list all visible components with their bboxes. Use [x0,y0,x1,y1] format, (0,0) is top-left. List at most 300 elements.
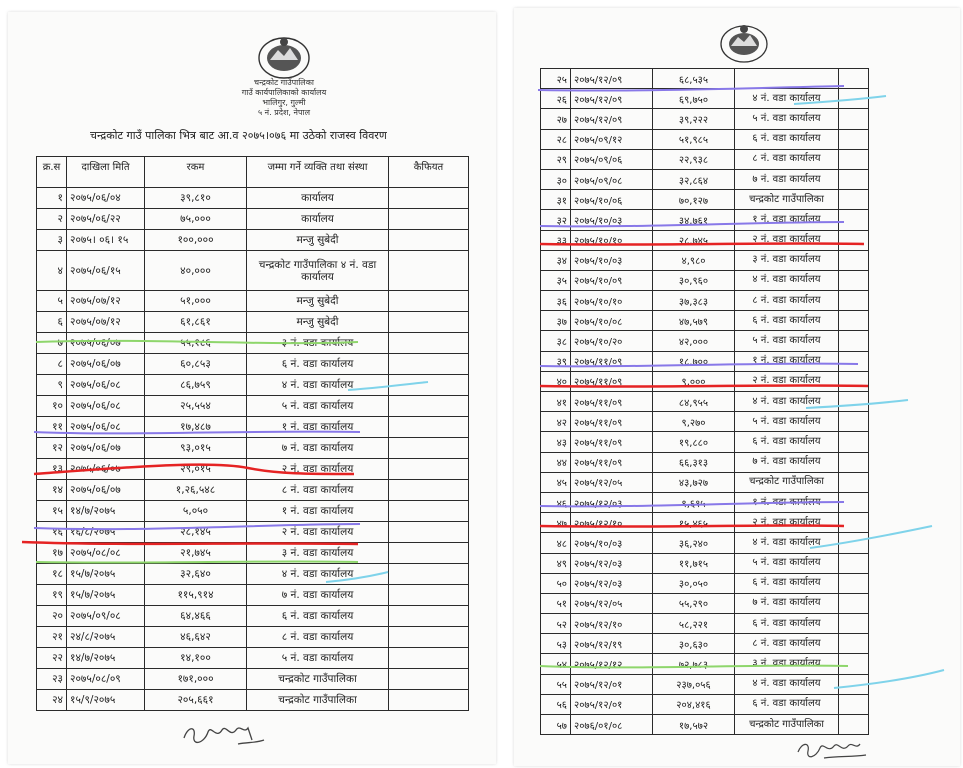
remarks-cell [839,351,869,371]
document-title: चन्द्रकोट गाउँ पालिका भित्र बाट आ.व २०७५।०७६ मा उठेको राजस्व विवरण [90,129,387,142]
depositor-cell: ८ नं. वडा कार्यालय [247,627,389,648]
serial-cell: ४६ [541,492,571,512]
serial-cell: २५ [541,69,571,89]
depositor-cell: चन्द्रकोट गाउँपालिका [735,472,839,492]
table-row [541,472,869,492]
amount-cell: ६६,३१३ [653,452,735,472]
revenue-rows-left [37,188,469,711]
depositor-cell: ७ नं. वडा कार्यालय [735,593,839,613]
remarks-cell [839,190,869,210]
amount-cell: १८,७०० [653,351,735,371]
table-row [541,169,869,189]
depositor-cell: ३ नं. वडा कार्यालय [247,333,389,354]
amount-cell: २०५,६६१ [145,690,247,711]
date-cell: २०७५/१२/०९ [571,69,653,89]
serial-cell: ५६ [541,694,571,714]
amount-cell: ४७,५७९ [653,311,735,331]
date-cell: १५/९/२०७५ [67,690,145,711]
depositor-cell: ३ नं. वडा कार्यालय [735,654,839,674]
serial-cell: २ [37,209,67,230]
remarks-cell [839,169,869,189]
remarks-cell [839,452,869,472]
date-cell: २०७५/११/०९ [571,392,653,412]
amount-cell: १५,४६५ [653,513,735,533]
serial-cell: ३१ [541,190,571,210]
serial-cell: ८ [37,354,67,375]
remarks-cell [389,690,469,711]
revenue-table-left [36,156,469,711]
amount-cell: ८४,९५५ [653,392,735,412]
depositor-cell: ५ नं. वडा कार्यालय [247,648,389,669]
remarks-cell [389,333,469,354]
remarks-cell [839,109,869,129]
serial-cell: ५४ [541,654,571,674]
amount-cell: ६८,५३५ [653,69,735,89]
date-cell: २०७५/०९/०८ [67,606,145,627]
remarks-cell [839,472,869,492]
amount-cell: ५५,१८६ [145,333,247,354]
date-cell: २०७५/१०/१० [571,291,653,311]
table-row [37,417,469,438]
remarks-cell [839,593,869,613]
amount-cell: ४६,६४२ [145,627,247,648]
serial-cell: ३५ [541,270,571,290]
serial-cell: ५ [37,291,67,312]
table-row [37,585,469,606]
date-cell: २०७५/०९/०६ [571,149,653,169]
serial-cell: ४३ [541,432,571,452]
serial-cell: १२ [37,438,67,459]
amount-cell: ५१,००० [145,291,247,312]
remarks-cell [389,648,469,669]
left-document-page [8,12,496,764]
table-row [541,210,869,230]
remarks-cell [839,371,869,391]
remarks-cell [389,417,469,438]
remarks-cell [839,492,869,512]
depositor-cell: ३ नं. वडा कार्यालय [247,543,389,564]
amount-cell: ६१,८६१ [145,312,247,333]
table-row [541,573,869,593]
table-row [37,480,469,501]
table-row [541,69,869,89]
depositor-cell: चन्द्रकोट गाउँपालिका [735,190,839,210]
serial-cell: ३९ [541,351,571,371]
date-cell: २०७५/०९/०८ [571,169,653,189]
remarks-cell [839,230,869,250]
serial-cell: १७ [37,543,67,564]
date-cell: १४/७/२०७५ [67,501,145,522]
table-row [541,351,869,371]
remarks-cell [839,331,869,351]
serial-cell: २६ [541,89,571,109]
seal-line: ५ नं. प्रदेश, नेपाल [257,108,311,117]
table-row [37,188,469,209]
serial-cell: १५ [37,501,67,522]
depositor-cell: मन्जु सुबेदी [247,230,389,251]
depositor-cell: ४ नं. वडा कार्यालय [735,533,839,553]
date-cell: २०७५/१०/०३ [571,250,653,270]
signature-icon [178,716,268,752]
amount-cell: ३६,२४० [653,533,735,553]
amount-cell: ६४,४६६ [145,606,247,627]
table-row [541,513,869,533]
depositor-cell: ८ नं. वडा कार्यालय [735,149,839,169]
depositor-cell: १ नं. वडा कार्यालय [735,210,839,230]
remarks-cell [389,188,469,209]
date-cell: २०७५/०७/१२ [67,291,145,312]
remarks-cell [839,432,869,452]
amount-cell: ४,९८० [653,250,735,270]
amount-cell: २१,७४५ [145,543,247,564]
date-cell: २०७५/१२/१० [571,614,653,634]
revenue-rows-right [541,69,869,735]
amount-cell: १,२६,५४८ [145,480,247,501]
remarks-cell [389,606,469,627]
serial-cell: ९ [37,375,67,396]
remarks-cell [839,533,869,553]
depositor-cell: मन्जु सुबेदी [247,291,389,312]
serial-cell: ७ [37,333,67,354]
date-cell: २०७५/१०/१० [571,230,653,250]
table-row [541,452,869,472]
amount-cell: ३९,८१० [145,188,247,209]
remarks-cell [839,553,869,573]
remarks-cell [839,412,869,432]
date-cell: २०७५/१०/०८ [571,311,653,331]
amount-cell: २८,७४५ [653,230,735,250]
serial-cell: २९ [541,149,571,169]
date-cell: २०७५/१२/०९ [571,109,653,129]
depositor-cell: ८ नं. वडा कार्यालय [735,634,839,654]
date-cell: २०७५/१०/२० [571,331,653,351]
date-cell: २०७५/०६/०७ [67,333,145,354]
amount-cell: ११५,९१४ [145,585,247,606]
table-row [541,634,869,654]
date-cell: २०७५/१२/१९ [571,634,653,654]
seal-line: चन्द्रकोट गाउँपालिका [254,78,314,87]
remarks-cell [839,513,869,533]
depositor-cell: ४ नं. वडा कार्यालय [735,89,839,109]
depositor-cell: मन्जु सुबेदी [247,312,389,333]
depositor-cell: ४ नं. वडा कार्यालय [735,392,839,412]
depositor-cell: ७ नं. वडा कार्यालय [247,585,389,606]
table-row [37,543,469,564]
amount-cell: २५,५५४ [145,396,247,417]
depositor-cell: ५ नं. वडा कार्यालय [247,396,389,417]
table-row [541,593,869,613]
amount-cell: ३०,९६० [653,270,735,290]
date-cell: २४/८/२०७५ [67,627,145,648]
remarks-cell [389,251,469,291]
serial-cell: ४८ [541,533,571,553]
amount-cell: १७,४८७ [145,417,247,438]
serial-cell: ४४ [541,452,571,472]
date-cell: २०७५/०७/१२ [67,312,145,333]
table-row [37,312,469,333]
remarks-cell [389,230,469,251]
header-amount: रकम [145,157,247,188]
amount-cell: ६९,७५० [653,89,735,109]
serial-cell: ४ [37,251,67,291]
remarks-cell [839,614,869,634]
remarks-cell [839,715,869,735]
amount-cell: ५१,९८५ [653,129,735,149]
header-serial: क्र.स [37,157,67,188]
depositor-cell: १ नं. वडा कार्यालय [247,501,389,522]
depositor-cell: १ नं. वडा कार्यालय [735,492,839,512]
serial-cell: ५५ [541,674,571,694]
remarks-cell [389,669,469,690]
table-row [541,432,869,452]
date-cell: १६/८/२०७५ [67,522,145,543]
depositor-cell: ७ नं. वडा कार्यालय [735,452,839,472]
date-cell: २०७५/०६/२२ [67,209,145,230]
table-row [37,333,469,354]
serial-cell: ३७ [541,311,571,331]
header-date: दाखिला मिति [67,157,145,188]
date-cell: १५/७/२०७५ [67,564,145,585]
date-cell: २०७५/१२/१२ [571,654,653,674]
serial-cell: २३ [37,669,67,690]
serial-cell: ३ [37,230,67,251]
remarks-cell [389,438,469,459]
remarks-cell [839,634,869,654]
amount-cell: ८६,७५९ [145,375,247,396]
remarks-cell [389,501,469,522]
date-cell: २०७५/१०/०६ [571,190,653,210]
depositor-cell: ६ नं. वडा कार्यालय [247,606,389,627]
table-row [541,89,869,109]
serial-cell: ४० [541,371,571,391]
date-cell: १५/७/२०७५ [67,585,145,606]
remarks-cell [839,392,869,412]
table-row [541,694,869,714]
depositor-cell: ६ नं. वडा कार्यालय [735,573,839,593]
depositor-cell: कार्यालय [247,209,389,230]
date-cell: २०७५/०६/०८ [67,396,145,417]
serial-cell: ३३ [541,230,571,250]
amount-cell: ४२,००० [653,331,735,351]
date-cell: २०७५/०६/०७ [67,354,145,375]
table-row [541,291,869,311]
depositor-cell: ६ नं. वडा कार्यालय [735,614,839,634]
remarks-cell [389,585,469,606]
depositor-cell: ७ नं. वडा कार्यालय [735,169,839,189]
date-cell: २०७५/०६/०८ [67,417,145,438]
remarks-cell [839,694,869,714]
government-seal-icon [256,34,312,80]
date-cell: २०७५/१२/०९ [571,89,653,109]
table-row [37,438,469,459]
depositor-cell: २ नं. वडा कार्यालय [247,459,389,480]
serial-cell: ५७ [541,715,571,735]
depositor-cell: ८ नं. वडा कार्यालय [735,291,839,311]
serial-cell: ११ [37,417,67,438]
amount-cell: ३९,२२२ [653,109,735,129]
date-cell: २०७५/१२/०५ [571,472,653,492]
table-row [37,522,469,543]
serial-cell: ४७ [541,513,571,533]
date-cell: २०७५/०६/०४ [67,188,145,209]
amount-cell: ३०,०५० [653,573,735,593]
table-row [541,109,869,129]
date-cell: १४/७/२०७५ [67,648,145,669]
depositor-cell: १ नं. वडा कार्यालय [247,417,389,438]
depositor-cell: ७ नं. वडा कार्यालय [247,438,389,459]
date-cell: २०७५/११/०९ [571,452,653,472]
depositor-cell: १ नं. वडा कार्यालय [735,351,839,371]
amount-cell: १९,८८० [653,432,735,452]
serial-cell: ३८ [541,331,571,351]
serial-cell: २२ [37,648,67,669]
remarks-cell [389,543,469,564]
depositor-cell: कार्यालय [247,188,389,209]
amount-cell: ७५,००० [145,209,247,230]
date-cell: २०७५/१०/०९ [571,270,653,290]
amount-cell: ९३,०१५ [145,438,247,459]
remarks-cell [389,312,469,333]
date-cell: २०७५/०६/१५ [67,251,145,291]
date-cell: २०७५/०६/०७ [67,480,145,501]
amount-cell: ३२,६४० [145,564,247,585]
serial-cell: ५३ [541,634,571,654]
amount-cell: १७१,००० [145,669,247,690]
serial-cell: १४ [37,480,67,501]
remarks-cell [389,354,469,375]
amount-cell: १७,५७२ [653,715,735,735]
table-row [541,492,869,512]
amount-cell: ५,०५० [145,501,247,522]
depositor-cell: ८ नं. वडा कार्यालय [247,480,389,501]
serial-cell: ३६ [541,291,571,311]
header-remarks: कैफियत [389,157,469,188]
table-row [541,715,869,735]
serial-cell: २८ [541,129,571,149]
table-row [541,371,869,391]
date-cell: २०७५/०९/१२ [571,129,653,149]
depositor-cell: २ नं. वडा कार्यालय [735,230,839,250]
revenue-table-right [540,68,869,735]
amount-cell: ४३,७२७ [653,472,735,492]
remarks-cell [389,209,469,230]
table-row [37,606,469,627]
remarks-cell [389,480,469,501]
amount-cell: ३७,३८३ [653,291,735,311]
date-cell: २०७५/१२/०३ [571,573,653,593]
depositor-cell: ४ नं. वडा कार्यालय [735,674,839,694]
serial-cell: १३ [37,459,67,480]
right-document-page [514,8,960,766]
serial-cell: १ [37,188,67,209]
serial-cell: १८ [37,564,67,585]
serial-cell: ३२ [541,210,571,230]
depositor-cell: ६ नं. वडा कार्यालय [247,354,389,375]
depositor-cell: ५ नं. वडा कार्यालय [735,331,839,351]
table-row [37,230,469,251]
date-cell: २०७५/०८/०८ [67,543,145,564]
amount-cell: २८,१४५ [145,522,247,543]
date-cell: २०७५/१२/०३ [571,553,653,573]
table-row [37,648,469,669]
depositor-cell: चन्द्रकोट गाउँपालिका [247,669,389,690]
date-cell: २०७५/१०/०३ [571,533,653,553]
remarks-cell [839,89,869,109]
depositor-cell: चन्द्रकोट गाउँपालिका [247,690,389,711]
serial-cell: ४१ [541,392,571,412]
serial-cell: ५० [541,573,571,593]
amount-cell: ५५,२९० [653,593,735,613]
date-cell: २०७५/११/०९ [571,432,653,452]
date-cell: २०७५/१०/०३ [571,210,653,230]
remarks-cell [839,654,869,674]
serial-cell: ४२ [541,412,571,432]
table-row [541,190,869,210]
amount-cell: ९,२७० [653,412,735,432]
depositor-cell: ६ नं. वडा कार्यालय [735,694,839,714]
remarks-cell [839,250,869,270]
table-row [541,412,869,432]
amount-cell: ११,७१५ [653,553,735,573]
table-row [37,627,469,648]
table-row [37,251,469,291]
date-cell: २०७५/११/०९ [571,371,653,391]
serial-cell: १९ [37,585,67,606]
amount-cell: ७०,१२७ [653,190,735,210]
serial-cell: ६ [37,312,67,333]
table-row [37,501,469,522]
serial-cell: ४९ [541,553,571,573]
depositor-cell: ४ नं. वडा कार्यालय [735,270,839,290]
serial-cell: २७ [541,109,571,129]
remarks-cell [839,270,869,290]
amount-cell: २२,९३८ [653,149,735,169]
remarks-cell [389,522,469,543]
table-row [541,250,869,270]
table-row [37,459,469,480]
depositor-cell: चन्द्रकोट गाउँपालिका [735,715,839,735]
remarks-cell [839,210,869,230]
table-row [541,230,869,250]
depositor-cell: २ नं. वडा कार्यालय [735,513,839,533]
remarks-cell [839,311,869,331]
depositor-cell: ५ नं. वडा कार्यालय [735,553,839,573]
depositor-cell: ५ नं. वडा कार्यालय [735,412,839,432]
date-cell: २०७५/११/०९ [571,412,653,432]
date-cell: २०७५/०६/०७ [67,438,145,459]
amount-cell: १४,१०० [145,648,247,669]
table-row [37,690,469,711]
depositor-cell: ३ नं. वडा कार्यालय [735,250,839,270]
amount-cell: ५८,२२१ [653,614,735,634]
serial-cell: १० [37,396,67,417]
amount-cell: २९,०१५ [145,459,247,480]
serial-cell: ३४ [541,250,571,270]
serial-cell: ३० [541,169,571,189]
seal-line: भालिगुर, गुल्मी [262,98,306,107]
table-row [37,564,469,585]
amount-cell: ९,६१५ [653,492,735,512]
table-row [37,396,469,417]
amount-cell: ३०,६३० [653,634,735,654]
table-row [541,311,869,331]
government-seal-icon [718,22,770,64]
amount-cell: २३७,०५६ [653,674,735,694]
serial-cell: २४ [37,690,67,711]
serial-cell: ४५ [541,472,571,492]
serial-cell: ५१ [541,593,571,613]
table-row [37,291,469,312]
